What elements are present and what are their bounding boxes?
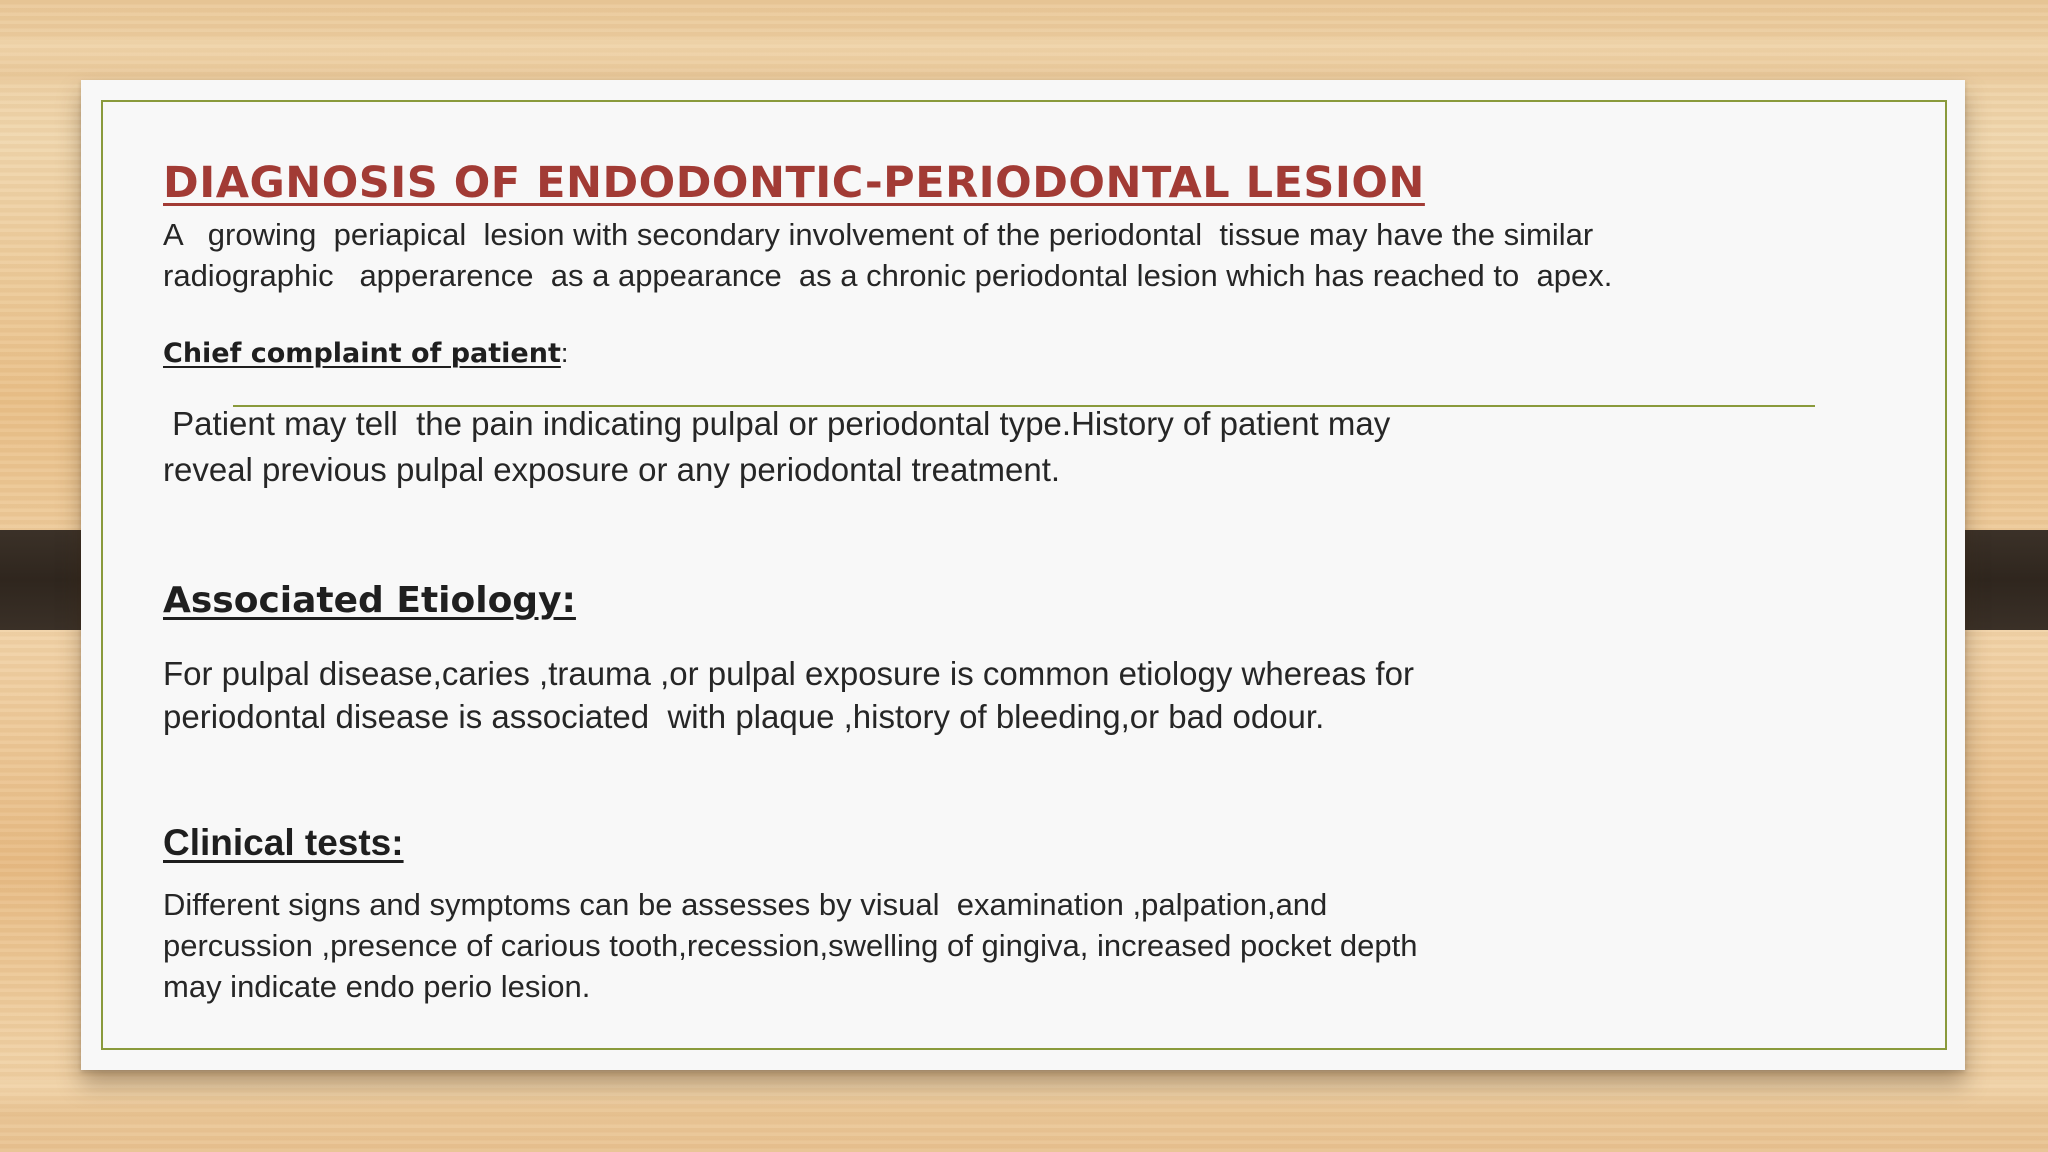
intro-paragraph: A growing periapical lesion with secondary involvement of the periodontal tissue may have the similar radiographic apperarence as a appearance as a chronic periodontal lesion which has reached to apex. <box>163 217 1613 293</box>
wood-grain-band <box>0 40 2048 80</box>
slide-title: DIAGNOSIS OF ENDODONTIC-PERIODONTAL LESION <box>163 158 1425 208</box>
clinical-tests-heading: Clinical tests: <box>163 822 404 863</box>
chief-complaint-heading <box>163 338 568 369</box>
slide <box>81 80 1965 1070</box>
wood-grain-band <box>0 1080 2048 1120</box>
associated-etiology-paragraph: For pulpal disease,caries ,trauma ,or pulpal exposure is common etiology whereas for periodontal disease is associated with plaque ,history of bleeding,or bad odour. <box>163 655 1414 735</box>
clinical-tests-paragraph: Different signs and symptoms can be assesses by visual examination ,palpation,and percussion ,presence of carious tooth,recession,swelling of gingiva, increased pocket depth may indicate endo perio lesion. <box>163 887 1418 1004</box>
chief-complaint-heading-text: Chief complaint of patient <box>163 338 561 369</box>
associated-etiology-heading: Associated Etiology: <box>163 580 576 621</box>
chief-complaint-paragraph: Patient may tell the pain indicating pulpal or periodontal type.History of patient may reveal previous pulpal exposure or any periodontal treatment. <box>163 405 1391 488</box>
chief-complaint-heading-colon: : <box>560 338 569 368</box>
